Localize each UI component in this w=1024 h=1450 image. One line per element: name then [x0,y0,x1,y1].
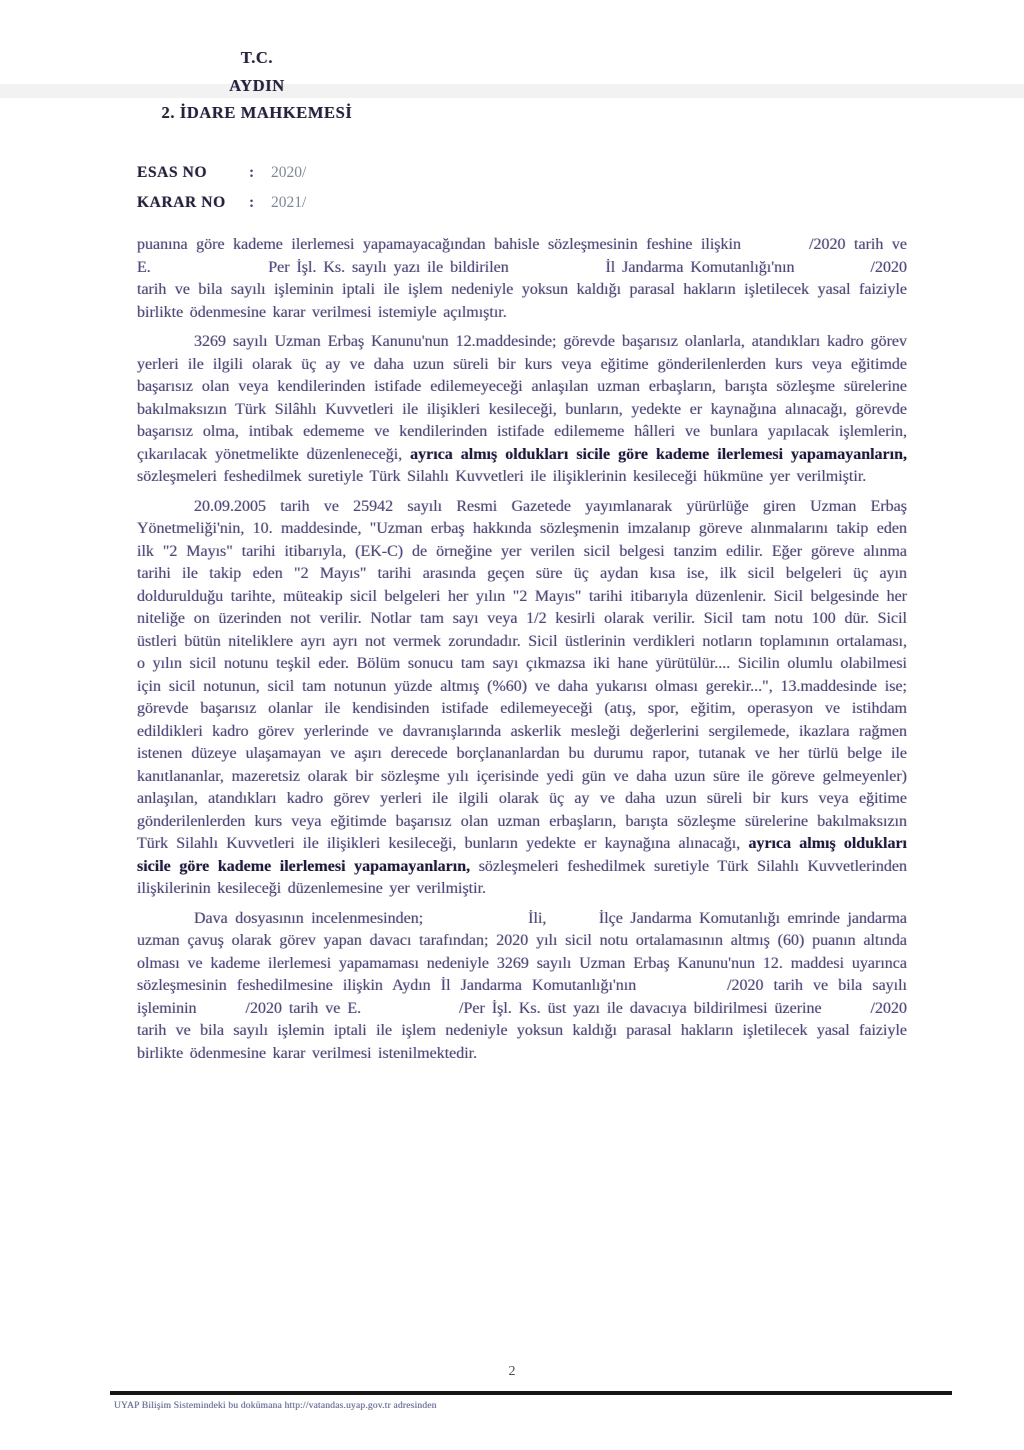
esas-no-colon: : [249,164,255,181]
page-number: 2 [508,1364,516,1379]
body-text-run: Dava dosyasının incelenmesinden; İli, İlçe Jandarma Komutanlığı emrinde jandarma uzman çavuş olarak görev yapan davacı tarafından; 2020 yılı sicil notu ortalamasının altmış (60) puanın altında olması ve kademe ilerlemesi yapamaması nedeniyle 3269 sayılı Uzman Erbaş Kanunu'nun 12. maddesi uyarınca sözleşmesinin feshedilmesine ilişkin Aydın İl Jandarma Komutanlığı'nın /2020 tarih ve bila sayılı işleminin /2020 tarih ve E. /Per İşl. Ks. üst yazı ile davacıya bildirilmesi üzerine /2020 tarih ve bila sayılı işlemin iptali ile işlem nedeniyle yoksun kaldığı parasal hakların işletilecek yasal faiziyle birlikte ödenmesine karar verilmesi istenilmektedir. [137,909,907,1062]
paragraph-case-file-review [137,908,907,1066]
paragraph-claim-summary [137,234,907,324]
decision-body-text [137,234,907,1072]
karar-no-colon: : [249,194,255,211]
body-text-run: 3269 sayılı Uzman Erbaş Kanunu'nun 12.maddesinde; görevde başarısız olanlarla, atandıkları kadro görev yerleri ile ilgili olarak üç ay ve daha uzun süreli bir kurs veya eğitime gönderilenlerden kurs veya eğitimde başarısız olan veya kendilerinden istifade edilemeyeceği anlaşılan uzman erbaşların, barışta sözleşme sürelerine bakılmaksızın Türk Silâhlı Kuvvetleri ile ilişikleri kesileceği, bunların, yedekte er kaynağına alınacağı, görevde başarısız olma, intibak edememe ve kendilerinden istifade edilememe hâlleri ve bunlara yapılacak işlemlerin, çıkarılacak yönetmelikte düzenleneceği, [137,333,907,463]
header-court-name: 2. İDARE MAHKEMESİ [161,103,353,122]
paragraph-law-3269 [137,331,907,489]
paragraph-regulation-2005 [137,496,907,901]
esas-no-row [137,158,306,188]
karar-no-row [137,188,306,218]
body-text-run: sözleşmeleri feshedilmek suretiyle Türk Silahlı Kuvvetlerinden ilişkilerinin kesileceği düzenlemesine yer verilmiştir. [137,857,907,897]
court-header [137,44,377,127]
header-republic-label: T.C. [240,48,274,67]
body-text-run: sözleşmeleri feshedilmek suretiyle Türk Silahlı Kuvvetleri ile ilişiklerinin kesileceği hükmüne yer verilmiştir. [137,468,867,485]
karar-no-value: 2021/ [271,194,307,211]
bold-emphasis-text: ayrıca almış oldukları sicile göre kademe ilerlemesi yapamayanların, [137,835,907,875]
body-text-run: 20.09.2005 tarih ve 25942 sayılı Resmi Gazetede yayımlanarak yürürlüğe giren Uzman Erbaş Yönetmeliği'nin, 10. maddesinde, "Uzman erbaş hakkında sözleşmenin imzalanıp göreve alınmalarını takip eden ilk "2 Mayıs" tarihi itibarıyla, (EK-C) de örneğine yer verilen sicil belgesi tanzim edilir. Eğer göreve alınma tarihi ile takip eden "2 Mayıs" tarihi arasında geçen süre üç aydan kısa ise, ilk sicil belgeleri üç ayın doldurulduğu tarihte, müteakip sicil belgeleri her yılın "2 Mayıs" tarihi itibarıyla düzenlenir. Sicil belgesinde her niteliğe on üzerinden not verilir. Notlar tam sayı veya 1/2 kesirli olarak verilir. Sicil tam notu 100 dür. Sicil üstleri bütün niteliklere ayrı ayrı not vermek zorundadır. Sicil üstlerinin verdikleri notların toplamının ortalaması, o yılın sicil notunu teşkil eder. Bölüm sonucu tam sayı çıkmazsa iki hane yürütülür.... Sicilin olumlu olabilmesi için sicil notunun, sicil tam notunun yüzde altmış (%60) ve daha yukarısı olması gerekir...", 13.maddesinde ise; görevde başarısız olanlar ile kendisinden istifade edilemeyeceği (atış, spor, eğitim, operasyon ve istihdam edildikleri kadro görev yerlerinde ve davranışlarında askerlik mesleği değerlerini sergilemede, ikazlara rağmen istenen düzeye ulaşamayan ve aşırı derecede borçlananlardan bu durumu rapor, tutanak ve her türlü belge ile kanıtlananlar, mazeretsiz olarak bir sözleşme yılı içerisinde yedi gün ve daha uzun süre ile göreve gelmeyenler) anlaşılan, atandıkları kadro görev yerleri ile ilgili olarak üç ay ve daha uzun süreli bir kurs veya eğitime gönderilenlerden kurs veya eğitimde başarısız olan uzman erbaşların, barışta sözleşme sürelerine bakılmaksızın Türk Silahlı Kuvvetleri ile ilişikleri kesileceği, bunların yedekte er kaynağına alınacağı, [137,497,907,852]
uyap-footer-note: UYAP Bilişim Sistemindeki bu dokümana http://vatandas.uyap.gov.tr adresinden [114,1401,437,1411]
body-text-run: puanına göre kademe ilerlemesi yapamayacağından bahisle sözleşmesinin feshine ilişkin /2020 tarih ve E. Per İşl. Ks. sayılı yazı ile bildirilen İl Jandarma Komutanlığı'nın /2020 tarih ve bila sayılı işleminin iptali ile işlem nedeniyle yoksun kaldığı parasal hakların işletilecek yasal faiziyle birlikte ödenmesine karar verilmesi istemiyle açılmıştır. [137,236,907,321]
header-city-label: AYDIN [229,75,285,95]
karar-no-label: KARAR NO [137,194,226,211]
esas-no-label: ESAS NO [137,164,208,181]
case-info-block [137,158,306,218]
footer-divider-rule [110,1391,952,1395]
bold-emphasis-text: ayrıca almış oldukları sicile göre kademe ilerlemesi yapamayanların, [410,445,908,463]
esas-no-value: 2020/ [271,164,307,181]
